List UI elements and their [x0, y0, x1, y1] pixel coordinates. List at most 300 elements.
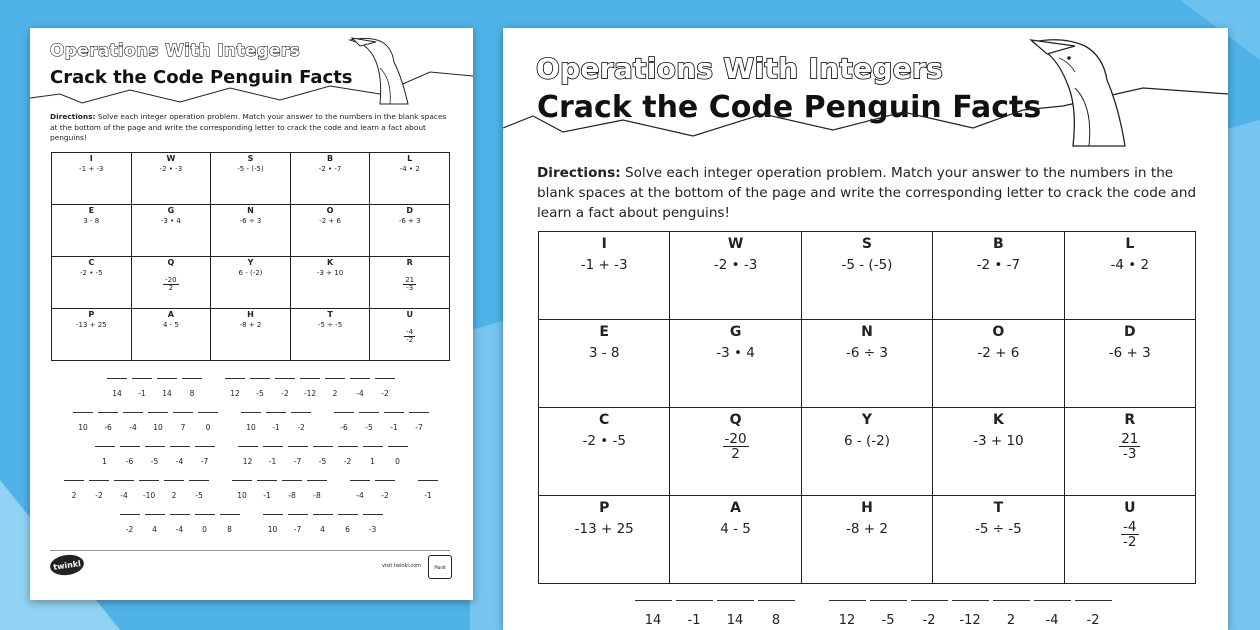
code-blank[interactable] — [71, 412, 95, 432]
penguin-illustration — [503, 28, 1228, 168]
problem-letter: L — [407, 154, 413, 163]
problem-fraction — [1121, 520, 1138, 549]
problem-expression: -6 ÷ 3 — [846, 345, 888, 361]
code-number: -1 — [268, 457, 277, 466]
code-number: 8 — [189, 389, 195, 398]
code-word — [230, 480, 330, 500]
fraction-denominator: -3 — [406, 284, 414, 293]
problem-cell-g — [670, 320, 801, 408]
problem-expression: -5 - (-5) — [237, 165, 264, 173]
grid-row — [539, 232, 1196, 320]
problem-expression: -6 + 3 — [398, 217, 421, 225]
code-blank[interactable] — [336, 446, 360, 466]
code-blank[interactable] — [357, 412, 381, 432]
code-word — [93, 446, 218, 466]
fraction-denominator: -2 — [406, 336, 414, 345]
problem-cell-e — [539, 320, 670, 408]
code-number: -6 — [125, 457, 134, 466]
problem-cell-s — [801, 232, 932, 320]
code-blank[interactable] — [361, 514, 385, 534]
problem-expression: -13 + 25 — [574, 521, 634, 537]
code-word — [827, 600, 1114, 628]
code-number: -7 — [200, 457, 209, 466]
code-number: -4 — [129, 423, 137, 432]
code-blank[interactable] — [382, 412, 406, 432]
code-number: -1 — [272, 423, 280, 432]
code-number: -12 — [303, 389, 317, 398]
code-number: 7 — [180, 423, 186, 432]
code-blank[interactable] — [239, 412, 263, 432]
code-blank[interactable] — [62, 480, 86, 500]
problem-cell-i — [539, 232, 670, 320]
problem-cell-l — [1064, 232, 1195, 320]
problem-expression: -2 • -5 — [80, 269, 103, 277]
problem-letter: T — [993, 500, 1004, 516]
problem-expression: -2 • -5 — [582, 433, 626, 449]
problem-expression: 6 - (-2) — [843, 433, 890, 449]
problem-letter: G — [167, 206, 175, 215]
problem-expression: -5 ÷ -5 — [974, 521, 1022, 537]
fraction-denominator: -2 — [1123, 534, 1137, 551]
problem-grid — [538, 231, 1196, 584]
code-number: -5 — [256, 389, 264, 398]
code-blank[interactable] — [168, 446, 192, 466]
visit-link: visit twinkl.com — [382, 563, 422, 569]
problem-letter: H — [861, 500, 873, 516]
code-word — [71, 412, 221, 432]
code-number: -1 — [424, 491, 432, 500]
problem-cell-l — [370, 153, 450, 205]
code-blank[interactable] — [171, 412, 195, 432]
code-blank[interactable] — [196, 412, 220, 432]
worksheet-page — [503, 28, 1228, 630]
code-blank[interactable] — [273, 378, 297, 398]
code-blank[interactable] — [715, 600, 756, 628]
code-number: 12 — [838, 613, 856, 628]
code-blank[interactable] — [155, 378, 179, 398]
code-blank[interactable] — [105, 378, 129, 398]
problem-letter: K — [992, 412, 1004, 428]
code-number: -5 — [195, 491, 203, 500]
problem-expression: -6 ÷ 3 — [239, 217, 262, 225]
problem-cell-u — [1064, 496, 1195, 584]
code-number: -2 — [125, 525, 134, 534]
code-number: 14 — [112, 389, 122, 398]
problem-letter: Q — [729, 412, 742, 428]
code-blank[interactable] — [361, 446, 385, 466]
code-blank[interactable] — [305, 480, 329, 500]
problem-letter: I — [601, 236, 607, 252]
problem-expression: -2 • -7 — [318, 165, 342, 173]
problem-cell-c — [52, 257, 132, 309]
problem-expression: 4 - 5 — [720, 521, 751, 537]
problem-expression: -1 + -3 — [79, 165, 104, 173]
code-number: 2 — [1006, 613, 1016, 628]
code-number: -1 — [138, 389, 146, 398]
problem-cell-k — [290, 257, 370, 309]
code-number: 6 — [345, 525, 350, 534]
problem-cell-a — [131, 309, 211, 361]
problem-cell-g — [131, 205, 211, 257]
code-row — [40, 480, 463, 500]
fraction-numerator: -20 — [724, 431, 747, 447]
problem-expression: -4 • 2 — [1110, 257, 1150, 273]
problem-cell-k — [933, 408, 1064, 496]
code-row — [40, 446, 463, 466]
problem-letter: N — [247, 206, 254, 215]
problem-cell-c — [539, 408, 670, 496]
code-number: 14 — [726, 613, 744, 628]
code-number: -1 — [263, 491, 271, 500]
problem-cell-t — [933, 496, 1064, 584]
fraction-numerator: 21 — [405, 276, 415, 284]
code-word — [416, 480, 441, 500]
code-blank[interactable] — [1073, 600, 1114, 628]
problem-letter: I — [89, 154, 93, 163]
code-blank[interactable] — [868, 600, 909, 628]
code-blank[interactable] — [386, 446, 410, 466]
code-number: -6 — [104, 423, 112, 432]
code-blank[interactable] — [311, 446, 335, 466]
problem-expression: 6 - (-2) — [238, 269, 263, 277]
code-number: -4 — [120, 491, 128, 500]
code-word — [62, 480, 212, 500]
code-blank[interactable] — [756, 600, 797, 628]
code-number: 0 — [395, 457, 400, 466]
code-number: -1 — [390, 423, 398, 432]
code-number: -4 — [175, 457, 184, 466]
code-number: 12 — [242, 457, 253, 466]
code-number: -4 — [1045, 613, 1059, 628]
problem-letter: D — [406, 206, 413, 215]
problem-cell-u — [370, 309, 450, 361]
code-blank[interactable] — [193, 446, 217, 466]
code-number: 4 — [152, 525, 157, 534]
grid-row — [539, 496, 1196, 584]
code-blank[interactable] — [991, 600, 1032, 628]
code-blank[interactable] — [407, 412, 431, 432]
code-number: 10 — [153, 423, 163, 432]
code-word — [633, 600, 797, 628]
code-number: -4 — [356, 491, 364, 500]
problem-letter: Y — [861, 412, 873, 428]
problem-cell-e — [52, 205, 132, 257]
code-row — [40, 412, 463, 432]
problem-letter: L — [1125, 236, 1135, 252]
problem-letter: G — [729, 324, 742, 340]
directions: Directions: Solve each integer operation problem. Match your answer to the numbers in the blank spaces at the bottom of the page and write the corresponding letter to crack the code and learn a fact about penguins! — [537, 165, 1197, 221]
problem-cell-a — [670, 496, 801, 584]
problem-cell-o — [933, 320, 1064, 408]
problem-letter: U — [1124, 500, 1136, 516]
problem-cell-r — [370, 257, 450, 309]
code-blank[interactable] — [261, 446, 285, 466]
code-number: -2 — [1086, 613, 1100, 628]
title-line1: Operations With Integers — [536, 52, 944, 85]
problem-letter: P — [88, 310, 95, 319]
code-row — [40, 378, 463, 398]
code-blank[interactable] — [193, 514, 217, 534]
code-blank[interactable] — [248, 378, 272, 398]
code-word — [236, 446, 411, 466]
grid-row — [539, 408, 1196, 496]
code-number: 10 — [246, 423, 256, 432]
problem-cell-h — [801, 496, 932, 584]
code-blank[interactable] — [298, 378, 322, 398]
code-blank[interactable] — [180, 378, 204, 398]
code-number: -7 — [293, 525, 302, 534]
code-blank[interactable] — [223, 378, 247, 398]
code-number: 10 — [78, 423, 88, 432]
fraction-denominator: 2 — [168, 284, 174, 293]
code-blank[interactable] — [348, 480, 372, 500]
problem-expression: -2 • -7 — [976, 257, 1021, 273]
code-blank[interactable] — [112, 480, 136, 500]
code-blank[interactable] — [96, 412, 120, 432]
code-blank[interactable] — [827, 600, 868, 628]
problem-cell-w — [670, 232, 801, 320]
small-title-line2: Crack the Code Penguin Facts — [50, 67, 353, 88]
code-blank[interactable] — [323, 378, 347, 398]
problem-fraction — [723, 432, 749, 461]
code-word — [118, 514, 243, 534]
code-blank[interactable] — [348, 378, 372, 398]
problem-letter: C — [599, 412, 610, 428]
code-number: 8 — [771, 613, 781, 628]
problem-cell-h — [211, 309, 291, 361]
problem-cell-y — [211, 257, 291, 309]
code-blank[interactable] — [950, 600, 991, 628]
problem-letter: S — [247, 154, 254, 163]
fraction-numerator: 21 — [1121, 431, 1139, 447]
code-blank[interactable] — [121, 412, 145, 432]
problem-letter: E — [599, 324, 609, 340]
code-blank[interactable] — [633, 600, 674, 628]
code-number: 12 — [230, 389, 240, 398]
problem-cell-d — [370, 205, 450, 257]
problem-expression: -3 • 4 — [160, 217, 181, 225]
problem-expression: -8 + 2 — [239, 321, 262, 329]
fraction-numerator: -4 — [406, 328, 414, 336]
grid-row — [52, 153, 450, 205]
code-blank[interactable] — [416, 480, 440, 500]
code-blank[interactable] — [162, 480, 186, 500]
problem-expression: -8 + 2 — [846, 521, 888, 537]
code-blank[interactable] — [236, 446, 260, 466]
problem-expression: -4 • 2 — [399, 165, 420, 173]
worksheet-thumbnail — [30, 28, 473, 600]
code-number: -4 — [356, 389, 364, 398]
code-number: 0 — [202, 525, 207, 534]
fraction-denominator: 2 — [731, 446, 740, 463]
problem-cell-n — [801, 320, 932, 408]
code-blank[interactable] — [373, 480, 397, 500]
code-blank[interactable] — [332, 412, 356, 432]
code-blank[interactable] — [143, 446, 167, 466]
code-blank[interactable] — [336, 514, 360, 534]
code-blank[interactable] — [230, 480, 254, 500]
code-blank[interactable] — [311, 514, 335, 534]
title-line2: Crack the Code Penguin Facts — [537, 90, 1042, 125]
problem-letter: U — [406, 310, 413, 319]
code-number: -4 — [175, 525, 184, 534]
code-number: 14 — [644, 613, 662, 628]
code-number: -8 — [313, 491, 321, 500]
problem-expression: 3 - 8 — [83, 217, 100, 225]
code-number: 4 — [320, 525, 325, 534]
small-footer-line — [50, 550, 450, 551]
code-number: -5 — [881, 613, 895, 628]
problem-cell-b — [933, 232, 1064, 320]
code-blank[interactable] — [909, 600, 950, 628]
code-blank[interactable] — [674, 600, 715, 628]
code-word — [261, 514, 386, 534]
small-title-line1: Operations With Integers — [50, 41, 300, 61]
problem-expression: -2 + 6 — [977, 345, 1020, 361]
code-row — [593, 600, 1153, 628]
code-number: -8 — [288, 491, 296, 500]
code-blank[interactable] — [1032, 600, 1073, 628]
code-word — [239, 412, 314, 432]
code-number: -5 — [318, 457, 327, 466]
problem-fraction — [1119, 432, 1140, 461]
problem-letter: O — [326, 206, 334, 215]
code-number: -1 — [687, 613, 701, 628]
problem-letter: W — [166, 154, 176, 163]
problem-expression: 4 - 5 — [162, 321, 179, 329]
problem-letter: A — [730, 500, 741, 516]
code-row — [40, 514, 463, 534]
code-blank[interactable] — [286, 514, 310, 534]
problem-cell-s — [211, 153, 291, 205]
problem-expression: -3 + 10 — [316, 269, 344, 277]
code-blank[interactable] — [118, 514, 142, 534]
problem-letter: S — [861, 236, 873, 252]
code-number: -10 — [142, 491, 156, 500]
problem-cell-p — [52, 309, 132, 361]
code-word — [348, 480, 398, 500]
problem-letter: N — [861, 324, 873, 340]
problem-cell-q — [131, 257, 211, 309]
problem-expression: -5 - (-5) — [841, 257, 893, 273]
code-number: -5 — [150, 457, 159, 466]
code-blank[interactable] — [286, 446, 310, 466]
problem-expression: -1 + -3 — [580, 257, 628, 273]
problem-letter: E — [88, 206, 95, 215]
grid-row — [52, 309, 450, 361]
small-directions: Directions: Solve each integer operation problem. Match your answer to the numbers in the blank spaces at the bottom of the page and write the corresponding letter to crack the code and learn a fact about penguins! — [50, 112, 447, 142]
fraction-denominator: -3 — [1123, 446, 1137, 463]
code-blank[interactable] — [280, 480, 304, 500]
code-number: -7 — [293, 457, 302, 466]
problem-expression: -2 • -3 — [713, 257, 758, 273]
twinkl-logo: twinkl — [49, 553, 85, 578]
problem-letter: T — [327, 310, 333, 319]
code-number: -2 — [381, 491, 389, 500]
code-number: -2 — [281, 389, 289, 398]
problem-fraction — [163, 277, 178, 293]
code-blank[interactable] — [289, 412, 313, 432]
code-number: -12 — [959, 613, 981, 628]
code-word — [223, 378, 398, 398]
grid-row — [52, 257, 450, 309]
code-blank[interactable] — [130, 378, 154, 398]
problem-letter: Q — [167, 258, 175, 267]
problem-letter: B — [993, 236, 1004, 252]
code-number: -6 — [340, 423, 348, 432]
code-word — [332, 412, 432, 432]
code-blank[interactable] — [118, 446, 142, 466]
problem-fraction — [403, 277, 416, 293]
problem-expression: -13 + 25 — [75, 321, 107, 329]
code-number: -2 — [922, 613, 936, 628]
code-number: -7 — [415, 423, 423, 432]
code-blank[interactable] — [137, 480, 161, 500]
problem-cell-q — [670, 408, 801, 496]
problem-expression: 3 - 8 — [588, 345, 620, 361]
code-number: -2 — [95, 491, 103, 500]
code-blank[interactable] — [146, 412, 170, 432]
problem-cell-n — [211, 205, 291, 257]
code-number: 14 — [162, 389, 172, 398]
code-blank[interactable] — [373, 378, 397, 398]
problem-expression: -2 • -3 — [159, 165, 183, 173]
problem-cell-t — [290, 309, 370, 361]
code-number: -5 — [365, 423, 373, 432]
code-blank[interactable] — [87, 480, 111, 500]
problem-cell-b — [290, 153, 370, 205]
problem-cell-o — [290, 205, 370, 257]
problem-cell-y — [801, 408, 932, 496]
code-number: 8 — [227, 525, 232, 534]
problem-letter: O — [992, 324, 1005, 340]
code-blank[interactable] — [264, 412, 288, 432]
problem-letter: D — [1123, 324, 1136, 340]
code-blank[interactable] — [143, 514, 167, 534]
problem-letter: R — [406, 258, 413, 267]
problem-cell-d — [1064, 320, 1195, 408]
problem-expression: -6 + 3 — [1108, 345, 1151, 361]
code-blank[interactable] — [255, 480, 279, 500]
problem-cell-w — [131, 153, 211, 205]
code-number: 1 — [370, 457, 375, 466]
problem-expression: -3 + 10 — [973, 433, 1024, 449]
planit-badge: PlanIt — [428, 555, 452, 579]
grid-row — [52, 205, 450, 257]
code-blank[interactable] — [93, 446, 117, 466]
grid-row — [539, 320, 1196, 408]
code-blank[interactable] — [261, 514, 285, 534]
problem-letter: Y — [247, 258, 254, 267]
problem-expression: -3 • 4 — [716, 345, 755, 361]
code-number: 2 — [171, 491, 177, 500]
problem-letter: P — [599, 500, 610, 516]
code-blank[interactable] — [187, 480, 211, 500]
small-problem-grid — [51, 152, 450, 361]
small-penguin-illustration — [30, 28, 473, 118]
problem-letter: C — [88, 258, 95, 267]
code-blank[interactable] — [218, 514, 242, 534]
code-number: 2 — [332, 389, 338, 398]
code-blank[interactable] — [168, 514, 192, 534]
fraction-numerator: -20 — [165, 276, 177, 284]
code-number: 2 — [71, 491, 77, 500]
code-number: -2 — [297, 423, 305, 432]
problem-letter: A — [167, 310, 174, 319]
problem-cell-p — [539, 496, 670, 584]
code-number: -2 — [381, 389, 389, 398]
problem-expression: -5 ÷ -5 — [317, 321, 343, 329]
